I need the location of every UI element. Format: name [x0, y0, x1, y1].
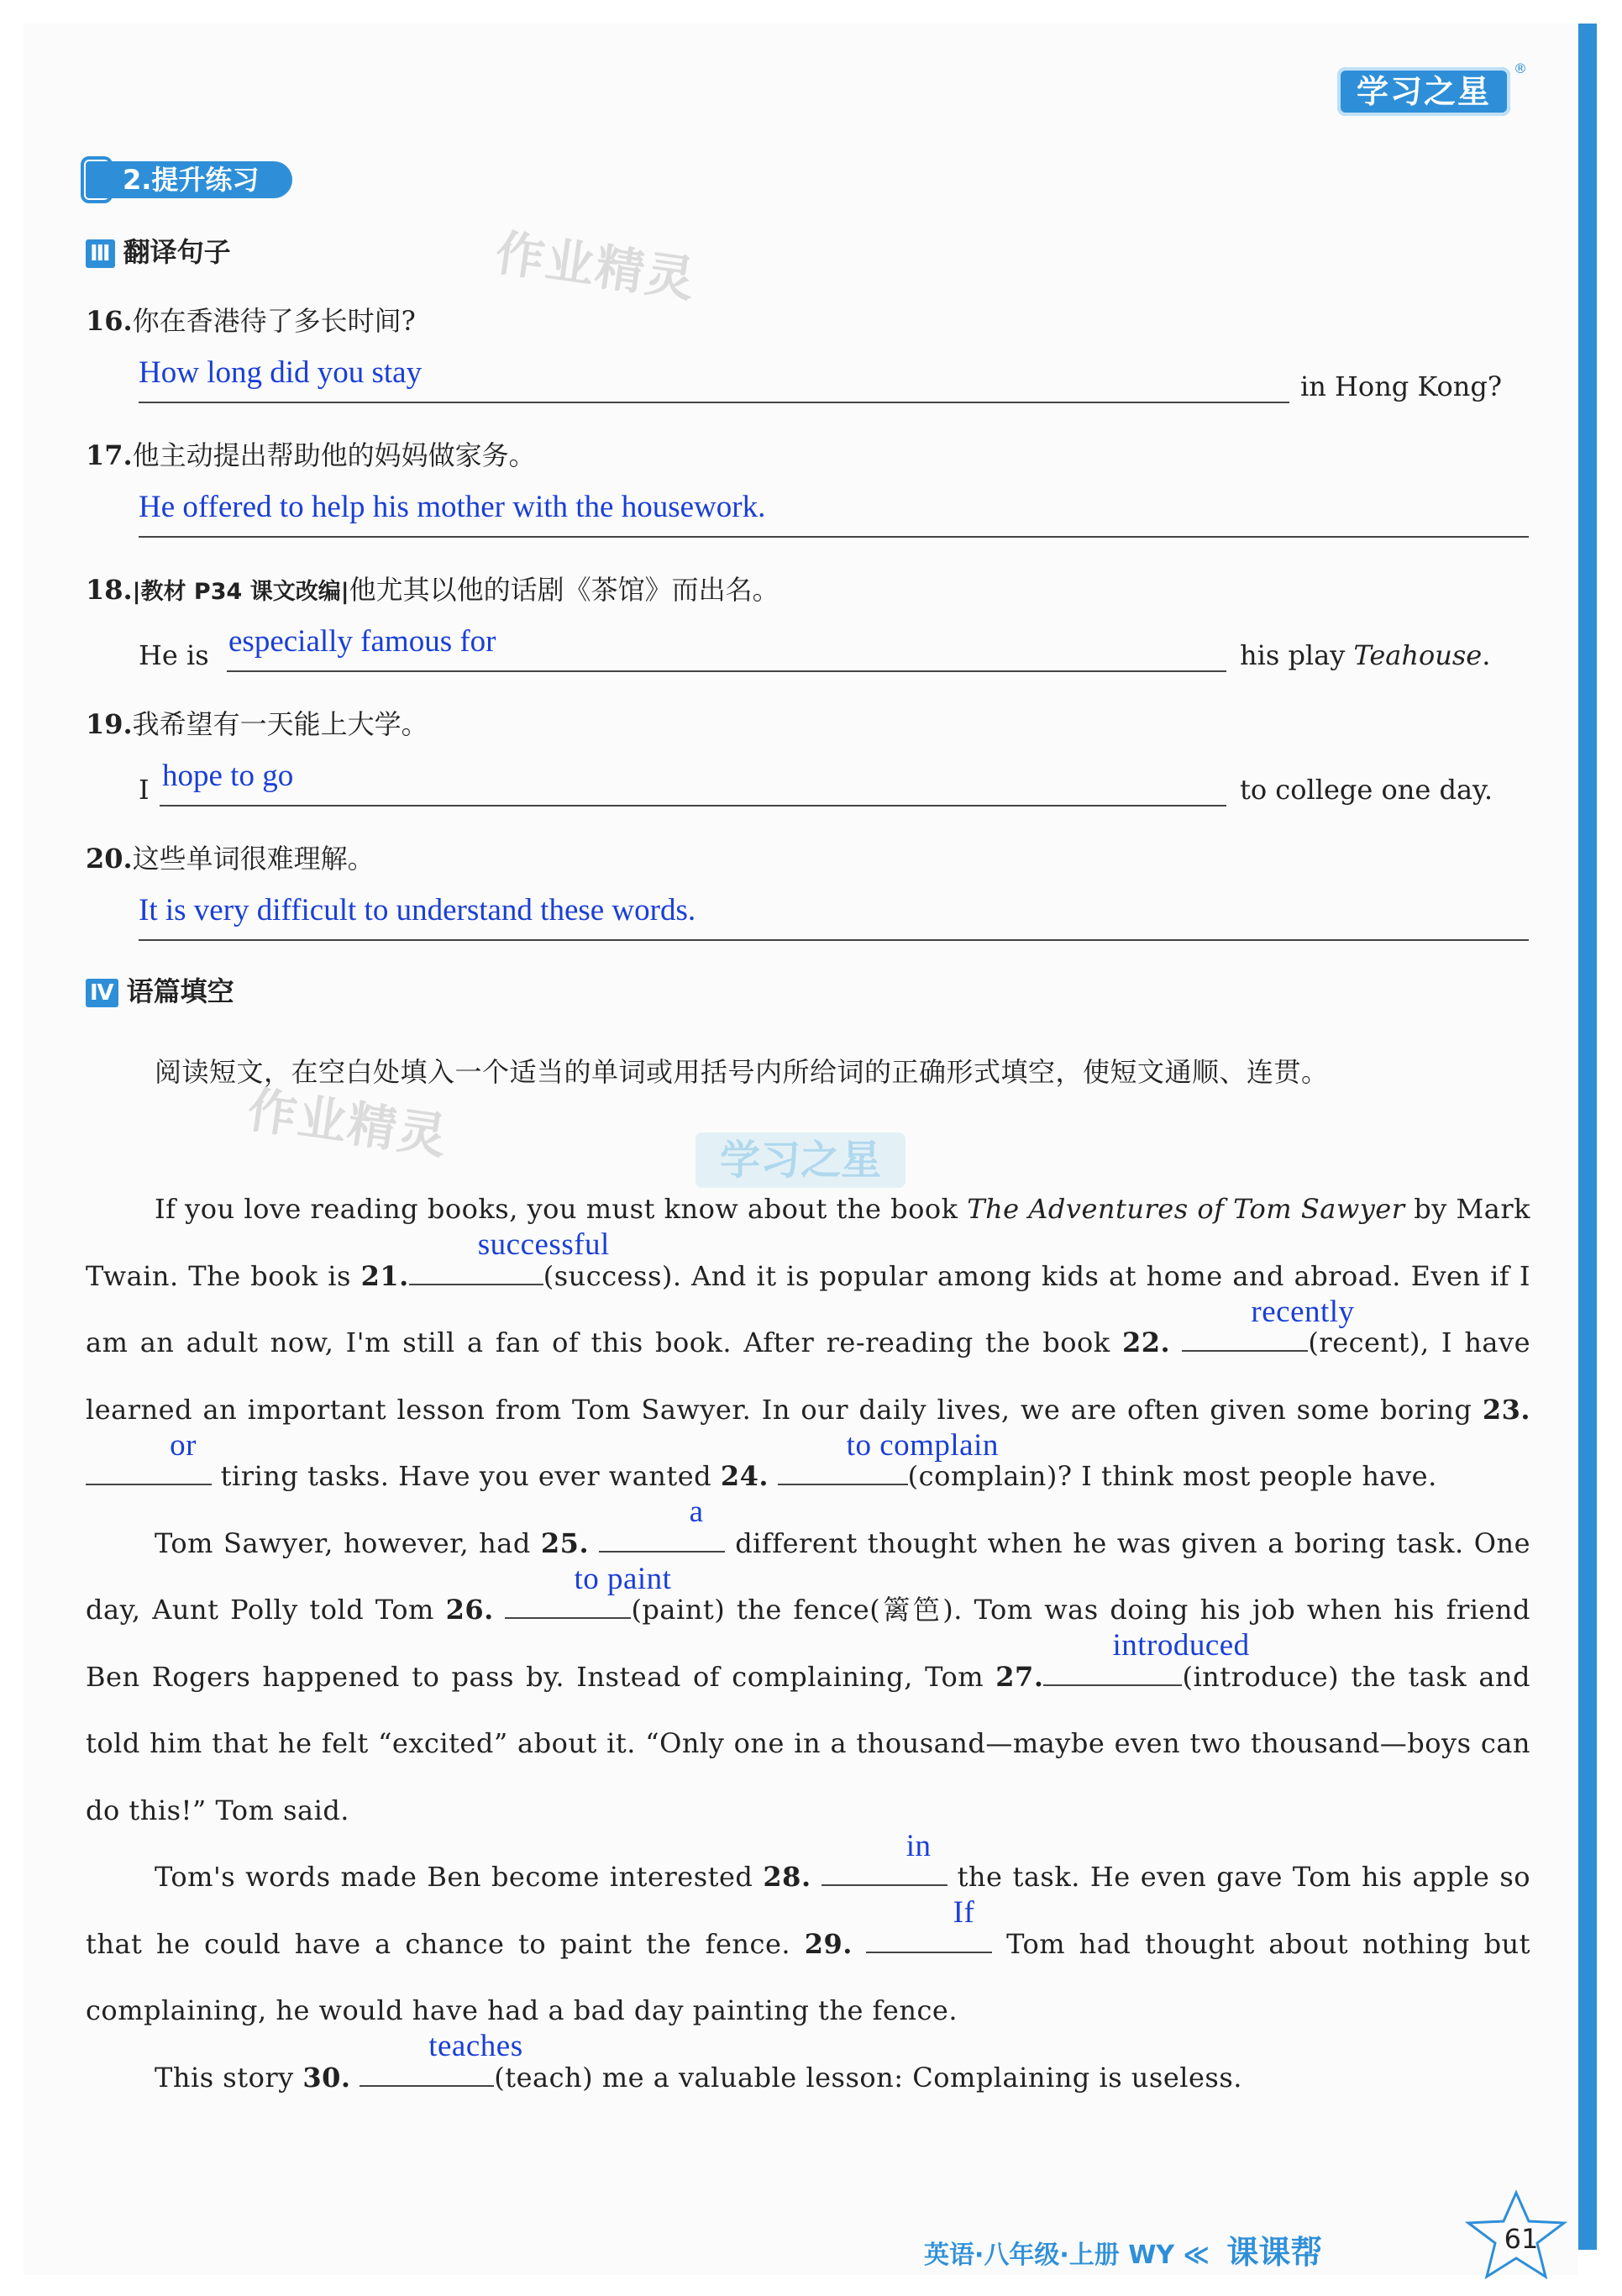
- answer-line: [139, 536, 1529, 538]
- q16-suffix: in Hong Kong?: [1300, 370, 1503, 402]
- passage-text: tiring tasks. Have you ever wanted: [212, 1460, 721, 1492]
- answer-20: It is very difficult to understand these words.: [139, 893, 696, 927]
- part4-number: Ⅳ: [86, 979, 118, 1007]
- question-18: [86, 573, 780, 609]
- passage-paragraph-2: [86, 1495, 1531, 1845]
- question-chinese: 我希望有一天能上大学。: [132, 708, 428, 740]
- passage-paragraph-3: [86, 1828, 1531, 2045]
- passage-text: Tom's words made Ben become interested: [155, 1861, 764, 1893]
- blank-21: [409, 1227, 610, 1285]
- blank-number: 28.: [763, 1861, 811, 1893]
- q19-suffix: to college one day.: [1240, 774, 1493, 806]
- passage-text: different thought when he was given a boring task. One day, Aunt Polly told Tom: [86, 1526, 1531, 1626]
- question-chinese: 这些单词很难理解。: [132, 843, 375, 875]
- blank-29: [866, 1895, 992, 1953]
- page-number: 61: [1504, 2223, 1539, 2255]
- q19-prefix: I: [139, 774, 150, 806]
- passage-text: Tom had thought about nothing but complaining, he would have had a bad day painting the fence.: [86, 1927, 1531, 2026]
- right-edge-bar: [1578, 24, 1597, 2250]
- q18-prefix: He is: [139, 639, 209, 671]
- part3-number: Ⅲ: [86, 239, 115, 268]
- answer-19: hope to go: [162, 759, 294, 793]
- part4-heading: [86, 975, 234, 1008]
- blank-answer: in: [905, 1828, 932, 1863]
- question-17: [86, 439, 536, 472]
- footer: [924, 2226, 1322, 2272]
- passage-text: by Mark Twain. The book is: [86, 1193, 1531, 1292]
- section-title: 2.提升练习: [86, 161, 292, 198]
- answer-line: [227, 670, 1226, 672]
- question-chinese: 你在香港待了多长时间?: [132, 305, 416, 337]
- blank-answer: to complain: [846, 1427, 999, 1463]
- instruction: 阅读短文，在空白处填入一个适当的单词或用括号内所给词的正确形式填空，使短文通顺、连贯。: [155, 1056, 1329, 1088]
- passage: [86, 1176, 1530, 2111]
- blank-24: [778, 1427, 999, 1485]
- period: .: [1482, 639, 1491, 671]
- answer-line: [160, 805, 1226, 806]
- question-number: 19.: [86, 708, 133, 740]
- answer-17: He offered to help his mother with the housework.: [139, 490, 766, 524]
- blank-23: [86, 1427, 212, 1485]
- blank-answer: If: [953, 1895, 975, 1930]
- textbook-tag: |教材 P34 课文改编|: [132, 579, 349, 605]
- answer-line: [139, 939, 1529, 941]
- passage-text: (introduce) the task and told him that he felt “excited” about it. “Only one in a thousand—maybe even two thousand—boys can do this!” Tom said.: [86, 1660, 1531, 1826]
- answer-18: especially famous for: [228, 624, 496, 659]
- blank-number: 29.: [804, 1927, 853, 1960]
- blank-number: 21.: [360, 1259, 409, 1292]
- footer-brand: 课课帮: [1226, 2234, 1323, 2271]
- blank-number: 24.: [720, 1460, 769, 1492]
- question-chinese: 他主动提出帮助他的妈妈做家务。: [132, 439, 536, 471]
- answer-16: How long did you stay: [139, 355, 423, 390]
- passage-text: (recent), I have learned an important lesson from Tom Sawyer. In our daily lives, we are often given some boring: [86, 1327, 1531, 1426]
- play-title: Teahouse: [1353, 639, 1483, 671]
- q18-suffix-text: his play: [1240, 639, 1354, 671]
- passage-paragraph-1: [86, 1176, 1530, 1511]
- part3-heading: [86, 235, 231, 269]
- question-20: [86, 842, 375, 875]
- passage-text: This story: [155, 2061, 303, 2094]
- question-number: 17.: [86, 439, 133, 471]
- question-16: [86, 304, 416, 338]
- double-chevron-icon: ≪: [1183, 2241, 1210, 2270]
- blank-answer: teaches: [428, 2029, 523, 2063]
- passage-text: (success). And it is popular among kids at home and abroad. Even if I am an adult now, I'm still a fan of this book. After re-reading the book: [86, 1259, 1531, 1358]
- passage-text: (complain)? I think most people have.: [907, 1460, 1437, 1492]
- registered-mark: ®: [1514, 60, 1527, 76]
- question-19: [86, 707, 428, 741]
- blank-answer: recently: [1251, 1294, 1355, 1329]
- blank-answer: to paint: [574, 1561, 672, 1596]
- question-chinese: 他尤其以他的话剧《茶馆》而出名。: [349, 574, 780, 606]
- watermark: 作业精灵: [491, 223, 700, 309]
- blank-number: 23.: [1482, 1393, 1530, 1426]
- blank-number: 25.: [540, 1526, 590, 1559]
- blank-answer: or: [170, 1427, 197, 1463]
- blank-number: 26.: [445, 1594, 494, 1626]
- part3-title: 翻译句子: [123, 236, 231, 268]
- blank-number: 22.: [1121, 1327, 1171, 1358]
- passage-paragraph-4: [86, 2029, 1530, 2112]
- passage-text: the task. He even gave Tom his apple so that he could have a chance to paint the fence.: [86, 1861, 1531, 1960]
- part4-title: 语篇填空: [126, 975, 234, 1007]
- blank-answer: successful: [477, 1227, 610, 1262]
- question-number: 18.: [86, 574, 133, 606]
- watermark: 作业精灵: [244, 1080, 452, 1166]
- blank-30: [360, 2029, 523, 2087]
- passage-text: If you love reading books, you must know about the book: [155, 1193, 968, 1225]
- passage-text: (teach) me a valuable lesson: Complaining is useless.: [494, 2061, 1242, 2094]
- blank-answer: introduced: [1112, 1628, 1250, 1663]
- footer-subject: 英语·八年级·上册 WY: [924, 2241, 1175, 2270]
- blank-answer: a: [689, 1495, 704, 1529]
- answer-line: [139, 402, 1289, 403]
- watermark-logo: 学习之星: [696, 1132, 905, 1188]
- question-number: 16.: [86, 305, 133, 337]
- passage-text: Tom Sawyer, however, had: [155, 1526, 541, 1559]
- blank-27: [1043, 1628, 1250, 1686]
- blank-22: [1182, 1294, 1355, 1352]
- question-number: 20.: [86, 843, 133, 875]
- passage-text: (paint) the fence(篱笆). Tom was doing his job when his friend Ben Rogers happened to pass by. Instead of complaining, Tom: [86, 1594, 1531, 1693]
- blank-26: [505, 1561, 672, 1619]
- book-title: The Adventures of Tom Sawyer: [967, 1193, 1405, 1225]
- blank-number: 30.: [302, 2061, 351, 2094]
- brand-logo: 学习之星: [1337, 67, 1510, 116]
- blank-number: 27.: [995, 1660, 1044, 1693]
- q18-suffix: [1240, 638, 1490, 672]
